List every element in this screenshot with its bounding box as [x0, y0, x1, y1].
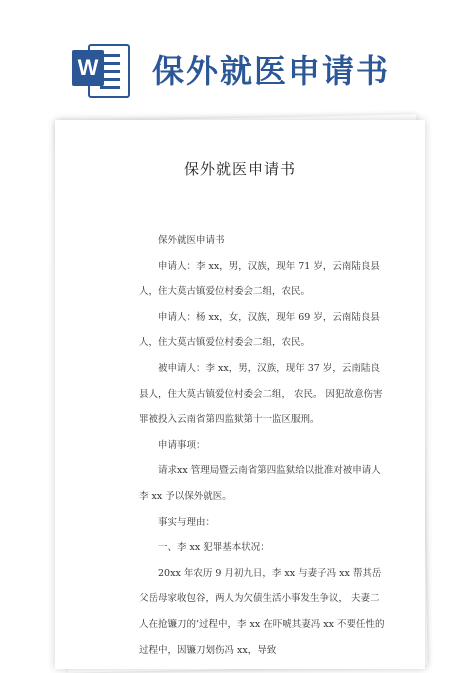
paragraph-request: 请求xx 管理局暨云南省第四监狱给以批准对被申请人李 xx 予以保外就医。: [139, 465, 381, 502]
document-body: [139, 228, 389, 663]
word-document-icon: [72, 42, 128, 98]
word-badge: W: [72, 50, 104, 86]
paragraph-facts: 20xx 年农历 9 月初九日，李 xx 与妻子冯 xx 帮其岳父岳母家收包谷，两人为欠债生活小事发生争议， 夫妻二人在抢镰刀的’过程中，李 xx 在吓唬其妻冯 xx 不要任性的过程中，因镰刀划伤冯 xx，导致: [139, 567, 385, 656]
document-page: [55, 120, 425, 669]
paragraph-applicant-2: 申请人：杨 xx，女，汉族，现年 69 岁，云南陆良县人，住大莫古镇爱位村委会二组，农民。: [139, 311, 380, 349]
paragraph-request-heading: 申请事项：: [158, 439, 206, 451]
paragraph-respondent: 被申请人：李 xx，男，汉族，现年 37 岁，云南陆良县人，住大莫古镇爱位村委会二组， 农民。 因犯故意伤害罪被投入云南省第四监狱第十一监区服刑。: [139, 362, 383, 426]
document-title: 保外就医申请书: [183, 160, 296, 178]
header-banner: [0, 0, 474, 105]
paragraph-heading: 保外就医申请书: [158, 235, 225, 246]
paragraph-section-one: 一、李 xx 犯罪基本状况：: [158, 542, 270, 554]
banner-title: 保外就医申请书: [152, 52, 391, 90]
paragraph-applicant-1: 申请人：李 xx，男，汉族，现年 71 岁，云南陆良县人，住大莫古镇爱位村委会二组，农民。: [139, 260, 380, 298]
paragraph-facts-heading: 事实与理由：: [158, 516, 216, 528]
